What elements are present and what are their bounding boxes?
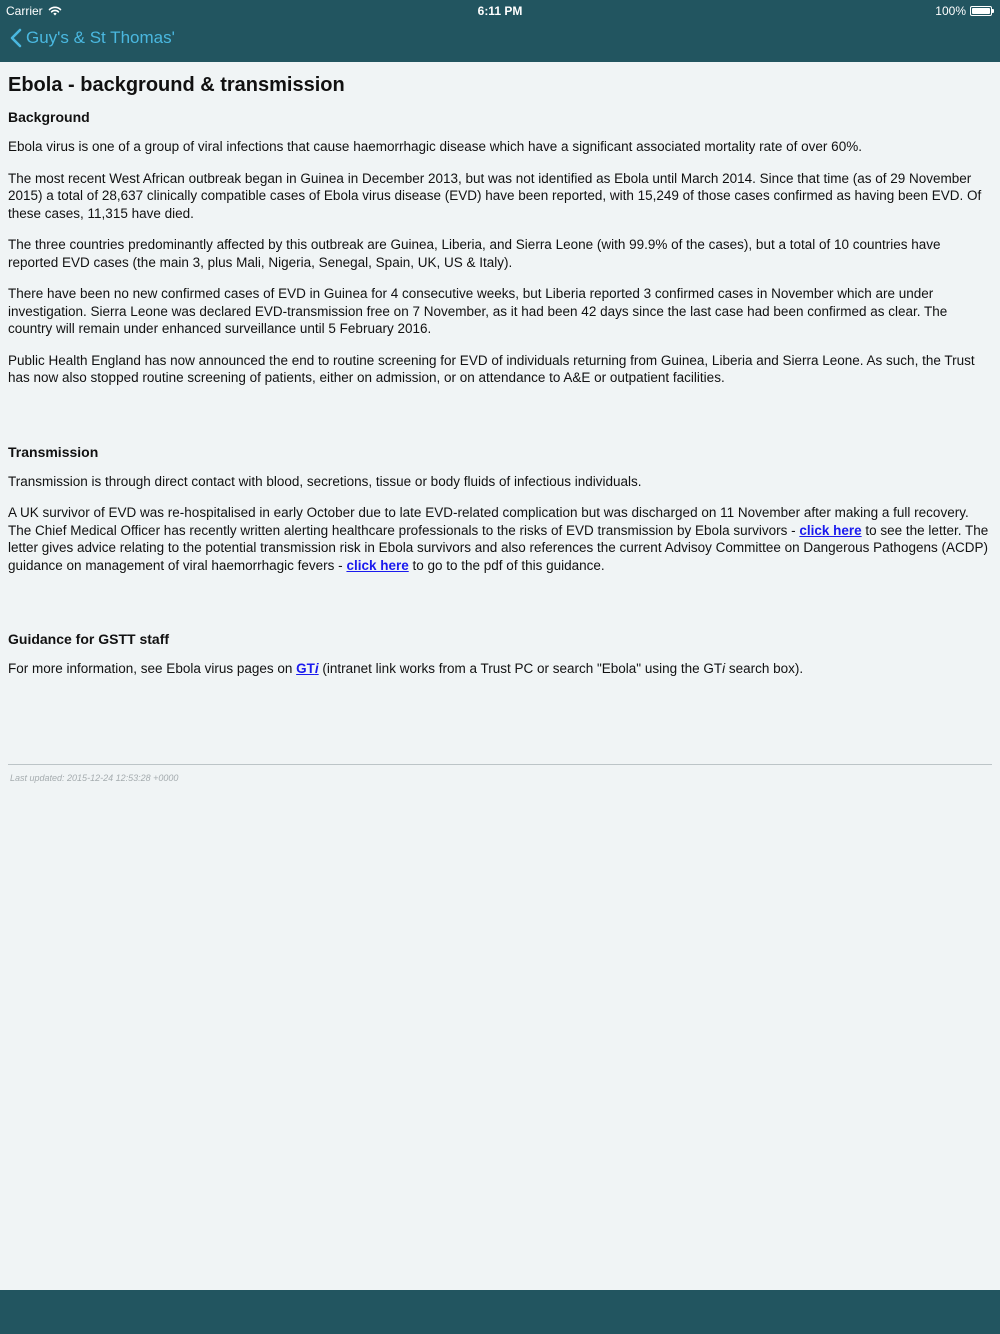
guidance-heading: Guidance for GSTT staff: [8, 631, 170, 647]
footer-divider: [8, 764, 992, 765]
section-spacer: [8, 588, 992, 630]
background-paragraph-1: Ebola virus is one of a group of viral infections that cause haemorrhagic disease which have a significant associated mortality rate of over 60%.: [8, 139, 862, 154]
cmo-letter-link[interactable]: click here: [799, 522, 862, 538]
chevron-left-icon: [10, 28, 22, 48]
transmission-heading: Transmission: [8, 443, 99, 460]
background-paragraph-5: Public Health England has now announced the end to routine screening for EVD of individuals returning from Guinea, Liberia and Sierra Leone. As such, the Trust has now also stopped routine screening of patients, either on admission, or on attendance to A&E or outpatient facilities.: [8, 352, 975, 385]
page-title: Ebola - background & transmission: [8, 74, 345, 96]
transmission-paragraph-1: Transmission is through direct contact with blood, secretions, tissue or body fluids of infectious individuals.: [8, 473, 642, 489]
background-heading: Background: [8, 109, 90, 125]
back-button[interactable]: [10, 28, 175, 48]
battery-icon: [970, 6, 992, 16]
nav-bar: [0, 22, 1000, 62]
transmission-text-3: to go to the pdf of this guidance.: [408, 557, 605, 573]
gti-link-text: GT: [296, 661, 315, 676]
gti-intranet-link[interactable]: [296, 661, 319, 676]
guidance-text-3: search box).: [725, 661, 804, 676]
transmission-text-2: to see the letter. The letter gives advice relating to the potential transmission risk in Ebola survivors and also references the current Advisoy Committee on Dangerous Pathogens (ACDP) guidance on management of viral haemorrhagic fevers -: [8, 522, 989, 573]
section-spacer: [8, 401, 992, 443]
acdp-guidance-link[interactable]: click here: [346, 557, 409, 573]
top-bar: [0, 0, 1000, 62]
status-time: 6:11 PM: [477, 4, 523, 18]
guidance-paragraph: [8, 660, 992, 678]
guidance-text-2: (intranet link works from a Trust PC or search "Ebola" using the GT: [318, 661, 723, 676]
article-content: [8, 62, 992, 783]
back-button-label: Guy's & St Thomas': [26, 28, 175, 47]
transmission-paragraph-2: [8, 504, 992, 574]
battery-group: [935, 0, 992, 22]
carrier-label: Carrier: [6, 4, 43, 18]
status-bar: [0, 0, 1000, 22]
background-paragraph-3: The three countries predominantly affected by this outbreak are Guinea, Liberia, and Sierra Leone (with 99.9% of the cases), but a total of 10 countries have reported EVD cases (the main 3, plus Mali, Nigeria, Senegal, Spain, UK, US & Italy).: [8, 237, 941, 270]
guidance-text-1: For more information, see Ebola virus pages on: [8, 661, 297, 676]
bottom-toolbar: [0, 1290, 1000, 1334]
battery-percent: 100%: [935, 4, 966, 18]
background-paragraph-2: The most recent West African outbreak began in Guinea in December 2013, but was not identified as Ebola until March 2014. Since that time (as of 29 November 2015) a total of 28,637 clinically compatible cases of Ebola virus disease (EVD) have been reported, with 15,249 of those cases confirmed as having been EVD. Of these cases, 11,315 have died.: [8, 170, 982, 221]
transmission-text-1: A UK survivor of EVD was re-hospitalised in early October due to late EVD-related complication but was discharged on 11 November after making a full recovery. The Chief Medical Officer has recently written alerting healthcare professionals to the risks of EVD transmission by Ebola survivors -: [8, 505, 969, 538]
last-updated: Last updated: 2015-12-24 12:53:28 +0000: [10, 772, 179, 783]
guidance-italic-i: i: [722, 661, 726, 676]
gti-link-italic: i: [314, 661, 319, 676]
background-paragraph-4: There have been no new confirmed cases of EVD in Guinea for 4 consecutive weeks, but Liberia reported 3 confirmed cases in November which are under investigation. Sierra Leone was declared EVD-transmission free on 7 November, as it had been 42 days since the last case had been confirmed as clear. The country will remain under enhanced surveillance until 5 February 2016.: [8, 286, 948, 336]
